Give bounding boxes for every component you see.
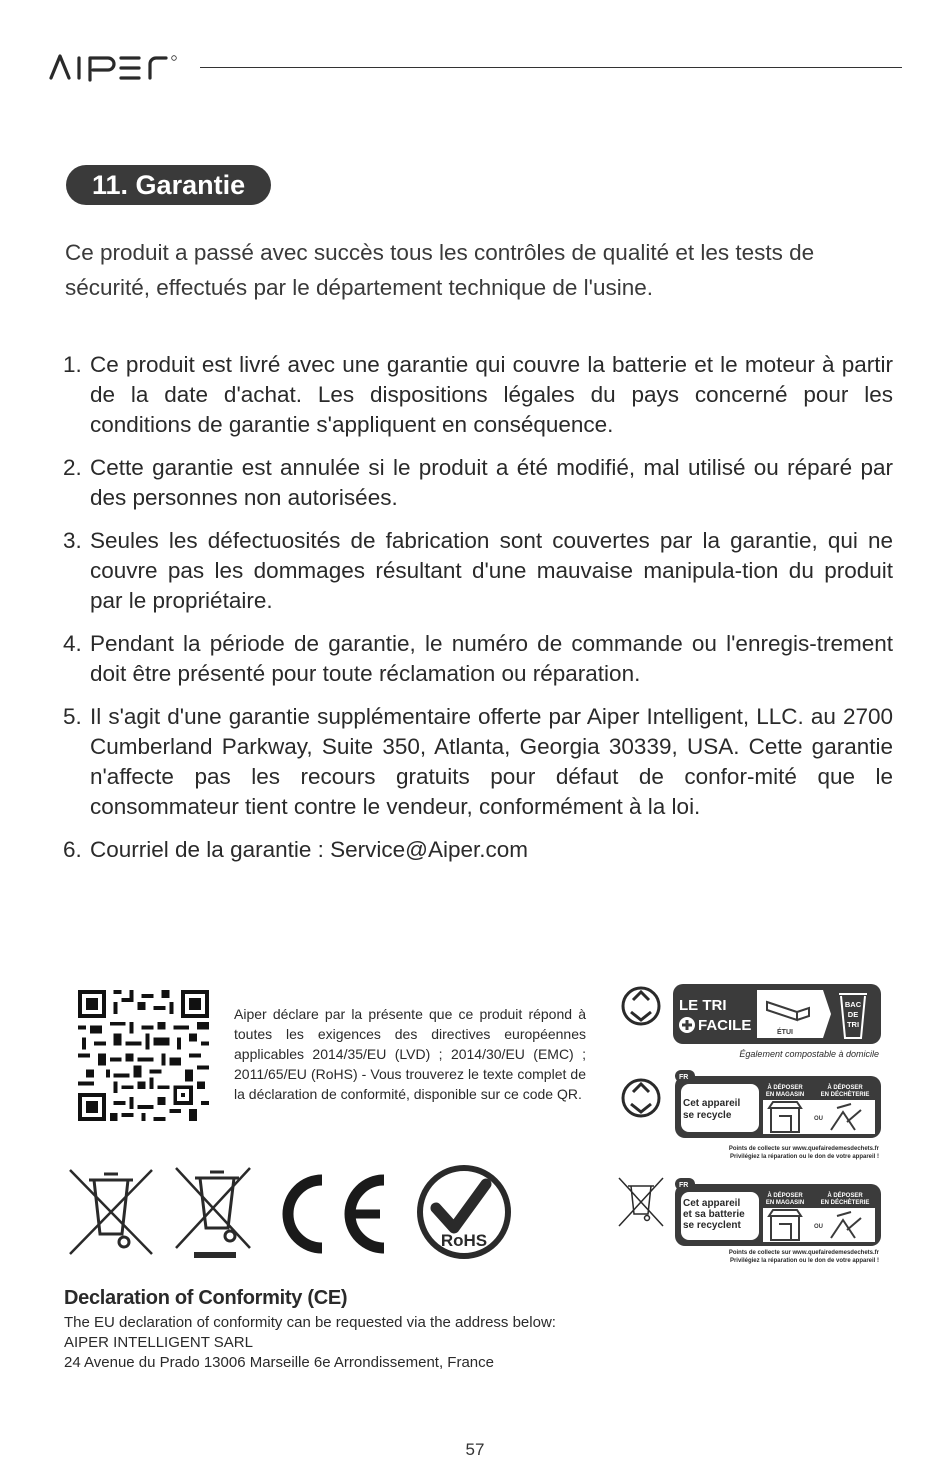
svg-text:À DÉPOSER: À DÉPOSER	[827, 1085, 863, 1091]
compost-note: Également compostable à domicile	[739, 1049, 879, 1059]
svg-text:À DÉPOSER: À DÉPOSER	[767, 1193, 803, 1199]
svg-text:À DÉPOSER: À DÉPOSER	[767, 1085, 803, 1091]
svg-text:TRI: TRI	[846, 1020, 860, 1029]
triman-icon	[623, 988, 659, 1024]
svg-text:et sa batterie: et sa batterie	[683, 1209, 745, 1220]
item-text: Ce produit est livré avec une garantie qui couvre la batterie et le moteur à partir de la date d'achat. Les dispositions légales du pays concerné pour les conditions de garantie s'appliquent en conséquence.	[90, 352, 893, 437]
item-number: 1.	[63, 352, 82, 377]
svg-text:se recycle: se recycle	[683, 1110, 732, 1121]
list-item	[63, 350, 893, 440]
section-title: 11. Garantie	[66, 165, 271, 205]
list-item	[63, 702, 893, 822]
svg-text:Points de collecte sur www.que: Points de collecte sur www.quefairedemesdechets.fr	[728, 1250, 879, 1256]
svg-text:À DÉPOSER: À DÉPOSER	[827, 1193, 863, 1199]
triman-icon	[623, 1080, 659, 1116]
svg-text:EN MAGASIN: EN MAGASIN	[765, 1200, 805, 1206]
aiper-logo	[48, 48, 188, 84]
weee-small-icon	[619, 1178, 663, 1226]
conformity-line: AIPER INTELLIGENT SARL	[64, 1334, 253, 1351]
svg-text:OU: OU	[814, 1116, 823, 1122]
item-number: 6.	[63, 837, 82, 862]
svg-text:se recyclent: se recyclent	[683, 1220, 741, 1231]
item-number: 4.	[63, 631, 82, 656]
svg-text:EN DÉCHÈTERIE: EN DÉCHÈTERIE	[820, 1200, 870, 1206]
svg-text:FACILE: FACILE	[698, 1017, 752, 1034]
item-text: Il s'agit d'une garantie supplémentaire offerte par Aiper Intelligent, LLC. au 2700 Cumberland Parkway, Suite 350, Atlanta, Georgia 30339, USA. Cette garantie n'affecte pas les recours gratuits pour défaut de confor-mité que le consommateur tient contre le vendeur, conformément à la loi.	[90, 704, 893, 819]
weee-bin-icon	[70, 1170, 152, 1254]
item-text: Cette garantie est annulée si le produit a été modifié, mal utilisé ou réparé par des personnes non autorisées.	[90, 455, 893, 510]
svg-text:ÉTUI: ÉTUI	[777, 1029, 793, 1036]
conformity-line: The EU declaration of conformity can be requested via the address below:	[64, 1314, 556, 1331]
list-item	[63, 629, 893, 689]
recycling-info-panel	[617, 982, 885, 1268]
list-item	[63, 835, 893, 865]
ce-mark-icon	[288, 1180, 384, 1248]
conformity-title: Declaration of Conformity (CE)	[64, 1287, 348, 1309]
item-number: 3.	[63, 528, 82, 553]
svg-text:EN MAGASIN: EN MAGASIN	[765, 1092, 805, 1098]
qr-code-icon[interactable]	[78, 990, 209, 1121]
svg-text:FR: FR	[679, 1074, 689, 1081]
svg-text:Points de collecte sur www.que: Points de collecte sur www.quefairedemesdechets.fr	[728, 1146, 879, 1152]
conformity-text	[64, 1313, 556, 1373]
svg-text:OU: OU	[814, 1224, 823, 1230]
svg-text:FR: FR	[679, 1182, 689, 1189]
svg-text:Privilégiez la réparation ou l: Privilégiez la réparation ou le don de votre appareil !	[729, 1258, 879, 1264]
list-item	[63, 453, 893, 513]
svg-text:LE TRI: LE TRI	[679, 997, 727, 1014]
brand-name: AIPER	[48, 48, 52, 49]
header-rule	[200, 67, 902, 68]
intro-paragraph: Ce produit a passé avec succès tous les contrôles de qualité et les tests de sécurité, effectués par le département technique de l'usine.	[65, 240, 815, 300]
svg-text:Cet appareil: Cet appareil	[683, 1098, 741, 1109]
svg-text:DE: DE	[847, 1010, 859, 1019]
svg-text:Cet appareil: Cet appareil	[683, 1198, 741, 1209]
conformity-line: 24 Avenue du Prado 13006 Marseille 6e Arrondissement, France	[64, 1354, 494, 1371]
qr-declaration-text: Aiper déclare par la présente que ce produit répond à toutes les exigences des directives européennes applicables 2014/35/EU (LVD) ; 2014/30/EU (EMC) ; 2011/65/EU (RoHS) - Vous trouverez le texte complet de la déclaration de conformité, disponible sur ce code QR.	[234, 1006, 586, 1102]
item-text: Seules les défectuosités de fabrication sont couvertes par la garantie, qui ne couvre pas les dommages résultant d'une mauvaise manipula-tion du produit par le propriétaire.	[90, 528, 893, 613]
item-number: 2.	[63, 455, 82, 480]
weee-bin-bar-icon	[176, 1168, 250, 1258]
list-item	[63, 526, 893, 616]
svg-text:BAC: BAC	[844, 1000, 862, 1009]
item-text: Pendant la période de garantie, le numéro de commande ou l'enregis-trement doit être présenté pour toute réclamation ou réparation.	[90, 631, 893, 686]
page-number: 57	[465, 1440, 485, 1459]
warranty-terms-list	[63, 350, 893, 878]
compliance-marks	[64, 1162, 514, 1262]
rohs-mark-icon	[420, 1168, 508, 1256]
item-number: 5.	[63, 704, 82, 729]
item-text: Courriel de la garantie : Service@Aiper.com	[90, 837, 529, 862]
svg-text:Privilégiez la réparation ou l: Privilégiez la réparation ou le don de votre appareil !	[729, 1154, 879, 1160]
svg-text:EN DÉCHÈTERIE: EN DÉCHÈTERIE	[820, 1092, 870, 1098]
rohs-label: RoHS	[440, 1231, 488, 1250]
